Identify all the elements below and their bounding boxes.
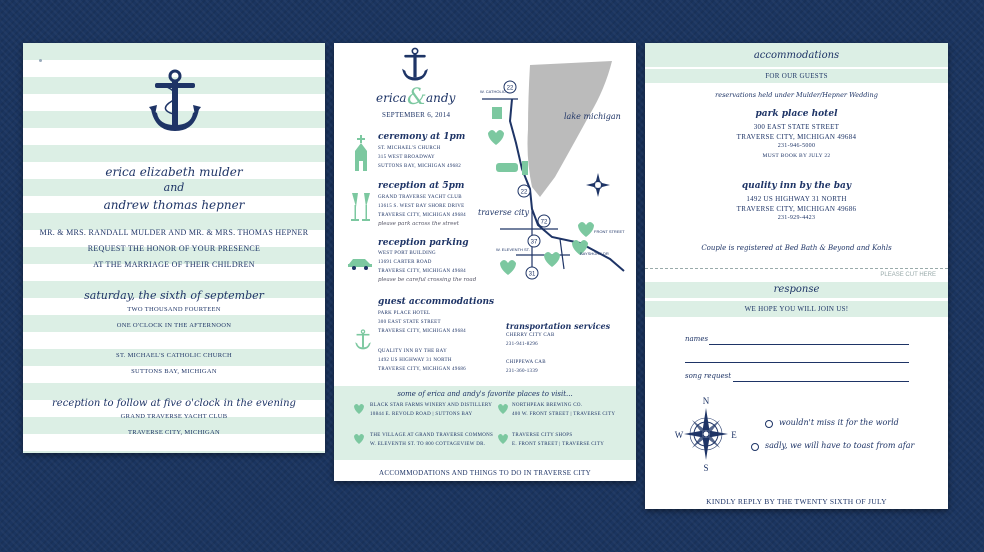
- response-subtitle: WE HOPE YOU WILL JOIN US!: [744, 305, 849, 313]
- guest-line: QUALITY INN BY THE BAY: [378, 349, 448, 354]
- year-line: TWO THOUSAND FOURTEEN: [127, 306, 221, 313]
- route-shield-72: [538, 215, 550, 227]
- route-shield-22b: [518, 185, 530, 197]
- map-heart: [500, 260, 516, 275]
- map-glasses: [522, 161, 528, 175]
- accommodations-response-card: [645, 43, 948, 509]
- radio-circle[interactable]: [765, 420, 773, 428]
- and-text: and: [163, 181, 185, 194]
- hotel2-name: quality inn by the bay: [741, 181, 852, 191]
- parking-line: WEST PORT BUILDING: [378, 251, 436, 256]
- favorites-title: some of erica and andy's favorite places to visit...: [397, 390, 573, 398]
- heart-pin-icon: [354, 403, 364, 415]
- option-yes-label: wouldn't miss it for the world: [779, 418, 899, 427]
- hotel1-name: park place hotel: [755, 109, 838, 119]
- bride-name: erica elizabeth mulder: [105, 165, 243, 179]
- route-shield-37: [528, 235, 540, 247]
- time-line: ONE O'CLOCK IN THE AFTERNOON: [116, 322, 232, 329]
- route-shield-22a: [504, 81, 516, 93]
- route-shield-31: [526, 267, 538, 279]
- monogram-amp: &: [407, 85, 427, 110]
- hotel1-note: MUST BOOK BY JULY 22: [762, 153, 831, 159]
- parking-note: please be careful crossing the road: [378, 277, 477, 283]
- invitation-card: [23, 43, 325, 453]
- date-script: saturday, the sixth of september: [84, 289, 264, 302]
- svg-text:37: 37: [530, 239, 538, 246]
- area-map: [460, 59, 630, 289]
- reception-city: TRAVERSE CITY, MICHIGAN: [127, 429, 221, 436]
- church-line: ST. MICHAEL'S CATHOLIC CHURCH: [116, 352, 232, 359]
- hotel2-line1: 1492 US HIGHWAY 31 NORTH: [746, 195, 847, 203]
- anchor-small-icon: [354, 329, 372, 351]
- reception-line: GRAND TRAVERSE YACHT CLUB: [378, 195, 462, 200]
- reception-title: reception at 5pm: [378, 181, 465, 191]
- lake-michigan-shape: [528, 61, 613, 197]
- transport-title: transportation services: [506, 321, 611, 331]
- accommodations-subtitle: FOR OUR GUESTS: [765, 72, 828, 80]
- hotel1-phone: 231-946-5000: [777, 143, 816, 149]
- svg-text:E: E: [731, 430, 737, 440]
- favorite-name: BLACK STAR FARMS WINERY AND DISTILLERY: [370, 403, 493, 408]
- details-date: SEPTEMBER 6, 2014: [382, 111, 451, 119]
- hotel2-phone: 231-929-4423: [777, 215, 816, 221]
- details-card: [334, 43, 636, 481]
- ceremony-line: SUTTONS BAY, MICHIGAN 49682: [378, 164, 462, 169]
- ceremony-line: ST. MICHAEL'S CHURCH: [378, 146, 441, 151]
- guest-line: PARK PLACE HOTEL: [378, 311, 431, 316]
- parking-title: reception parking: [378, 238, 469, 248]
- option-no-label: sadly, we will have to toast from afar: [765, 441, 915, 450]
- reception-note: please park across the street: [378, 221, 459, 227]
- favorite-name: THE VILLAGE AT GRAND TRAVERSE COMMONS: [370, 433, 494, 438]
- request-line: REQUEST THE HONOR OF YOUR PRESENCE: [87, 244, 261, 253]
- parking-line: TRAVERSE CITY, MICHIGAN 49684: [378, 269, 466, 274]
- reception-line: TRAVERSE CITY, MICHIGAN 49684: [378, 213, 466, 218]
- monogram-left: erica: [376, 91, 407, 105]
- guest-line: TRAVERSE CITY, MICHIGAN 49684: [378, 329, 466, 334]
- names-label: names: [685, 335, 709, 343]
- svg-text:22: 22: [506, 85, 514, 92]
- map-compass: [586, 173, 610, 197]
- svg-text:22: 22: [520, 189, 528, 196]
- song-field[interactable]: [733, 381, 909, 382]
- dot: [39, 59, 42, 62]
- road-label: BAYSHORE DR: [580, 251, 609, 256]
- reception-venue: GRAND TRAVERSE YACHT CLUB: [120, 413, 228, 420]
- hosts-line: MR. & MRS. RANDALL MULDER AND MR. & MRS. THOMAS HEPNER: [39, 228, 309, 237]
- registry-note: Couple is registered at Bed Bath & Beyond and Kohls: [701, 244, 892, 252]
- heart-pin-icon: [354, 433, 364, 445]
- svg-text:S: S: [703, 463, 709, 473]
- transport-line: 231-941-8296: [506, 342, 538, 347]
- cut-label: PLEASE CUT HERE: [880, 272, 936, 278]
- reception-line: 13615 S. WEST BAY SHORE DRIVE: [378, 204, 465, 209]
- guest-line: 300 EAST STATE STREET: [378, 320, 441, 325]
- names-field-2[interactable]: [685, 362, 909, 363]
- svg-text:N: N: [702, 396, 710, 406]
- accommodations-title: accommodations: [753, 50, 840, 61]
- heart-pin-icon: [498, 403, 508, 415]
- favorite-addr: 400 W. FRONT STREET | TRAVERSE CITY: [512, 412, 616, 417]
- parking-line: 13691 CARTER ROAD: [378, 260, 432, 265]
- anchor-icon: [400, 47, 430, 83]
- map-heart: [578, 222, 594, 237]
- favorite-name: NORTHPEAK BREWING CO.: [512, 403, 583, 408]
- lake-label: lake michigan: [564, 112, 621, 121]
- church-icon: [352, 135, 370, 171]
- church-city: SUTTONS BAY, MICHIGAN: [131, 368, 217, 375]
- cut-line: [645, 268, 948, 269]
- road-label: W. ELEVENTH ST.: [496, 247, 530, 252]
- favorite-addr: 10844 E. REVOLD ROAD | SUTTONS BAY: [370, 412, 473, 417]
- hotel1-line2: TRAVERSE CITY, MICHIGAN 49684: [736, 133, 857, 141]
- reception-script: reception to follow at five o'clock in the evening: [52, 398, 296, 409]
- song-label: song request: [685, 372, 732, 380]
- transport-line: 231-360-1339: [506, 369, 538, 374]
- radio-circle[interactable]: [751, 443, 759, 451]
- hotel2-line2: TRAVERSE CITY, MICHIGAN 49686: [736, 205, 857, 213]
- hotel1-line1: 300 EAST STATE STREET: [753, 123, 840, 131]
- map-heart: [544, 252, 560, 267]
- ceremony-line: 315 WEST BROADWAY: [378, 155, 435, 160]
- road-label: FRONT STREET: [594, 229, 625, 234]
- road-label: W. CATHOLIC: [480, 89, 506, 94]
- map-car: [496, 163, 518, 172]
- occasion-line: AT THE MARRIAGE OF THEIR CHILDREN: [93, 260, 255, 269]
- guest-title: guest accommodations: [378, 297, 495, 307]
- champagne-glasses-icon: [350, 191, 372, 223]
- reply-by: KINDLY REPLY BY THE TWENTY SIXTH OF JULY: [706, 497, 887, 506]
- names-field[interactable]: [709, 344, 909, 345]
- favorite-name: TRAVERSE CITY SHOPS: [512, 433, 573, 438]
- guest-line: TRAVERSE CITY, MICHIGAN 49686: [378, 367, 466, 372]
- response-title: response: [773, 284, 820, 295]
- city-label: traverse city: [478, 208, 530, 217]
- block-note: reservations held under Mulder/Hepner Wedding: [715, 91, 878, 99]
- heart-pin-icon: [498, 433, 508, 445]
- ceremony-title: ceremony at 1pm: [378, 132, 466, 142]
- guest-line: 1492 US HIGHWAY 31 NORTH: [378, 358, 452, 363]
- map-heart: [488, 130, 504, 145]
- road: [560, 239, 564, 269]
- favorite-addr: W. ELEVENTH ST. TO 800 COTTAGEVIEW DR.: [370, 442, 486, 447]
- anchor-icon: [147, 69, 203, 135]
- svg-text:72: 72: [540, 219, 548, 226]
- svg-text:31: 31: [528, 271, 536, 278]
- details-footer: ACCOMMODATIONS AND THINGS TO DO IN TRAVERSE CITY: [379, 469, 591, 477]
- compass-rose-icon: [673, 395, 739, 473]
- map-marker-church: [492, 107, 502, 119]
- transport-line: CHIPPEWA CAB: [506, 360, 546, 365]
- svg-text:W: W: [674, 430, 684, 440]
- favorite-addr: E. FRONT STREET | TRAVERSE CITY: [512, 442, 605, 447]
- groom-name: andrew thomas hepner: [103, 198, 245, 212]
- transport-line: CHERRY CITY CAB: [506, 333, 555, 338]
- monogram-right: andy: [426, 91, 456, 105]
- car-icon: [347, 256, 373, 270]
